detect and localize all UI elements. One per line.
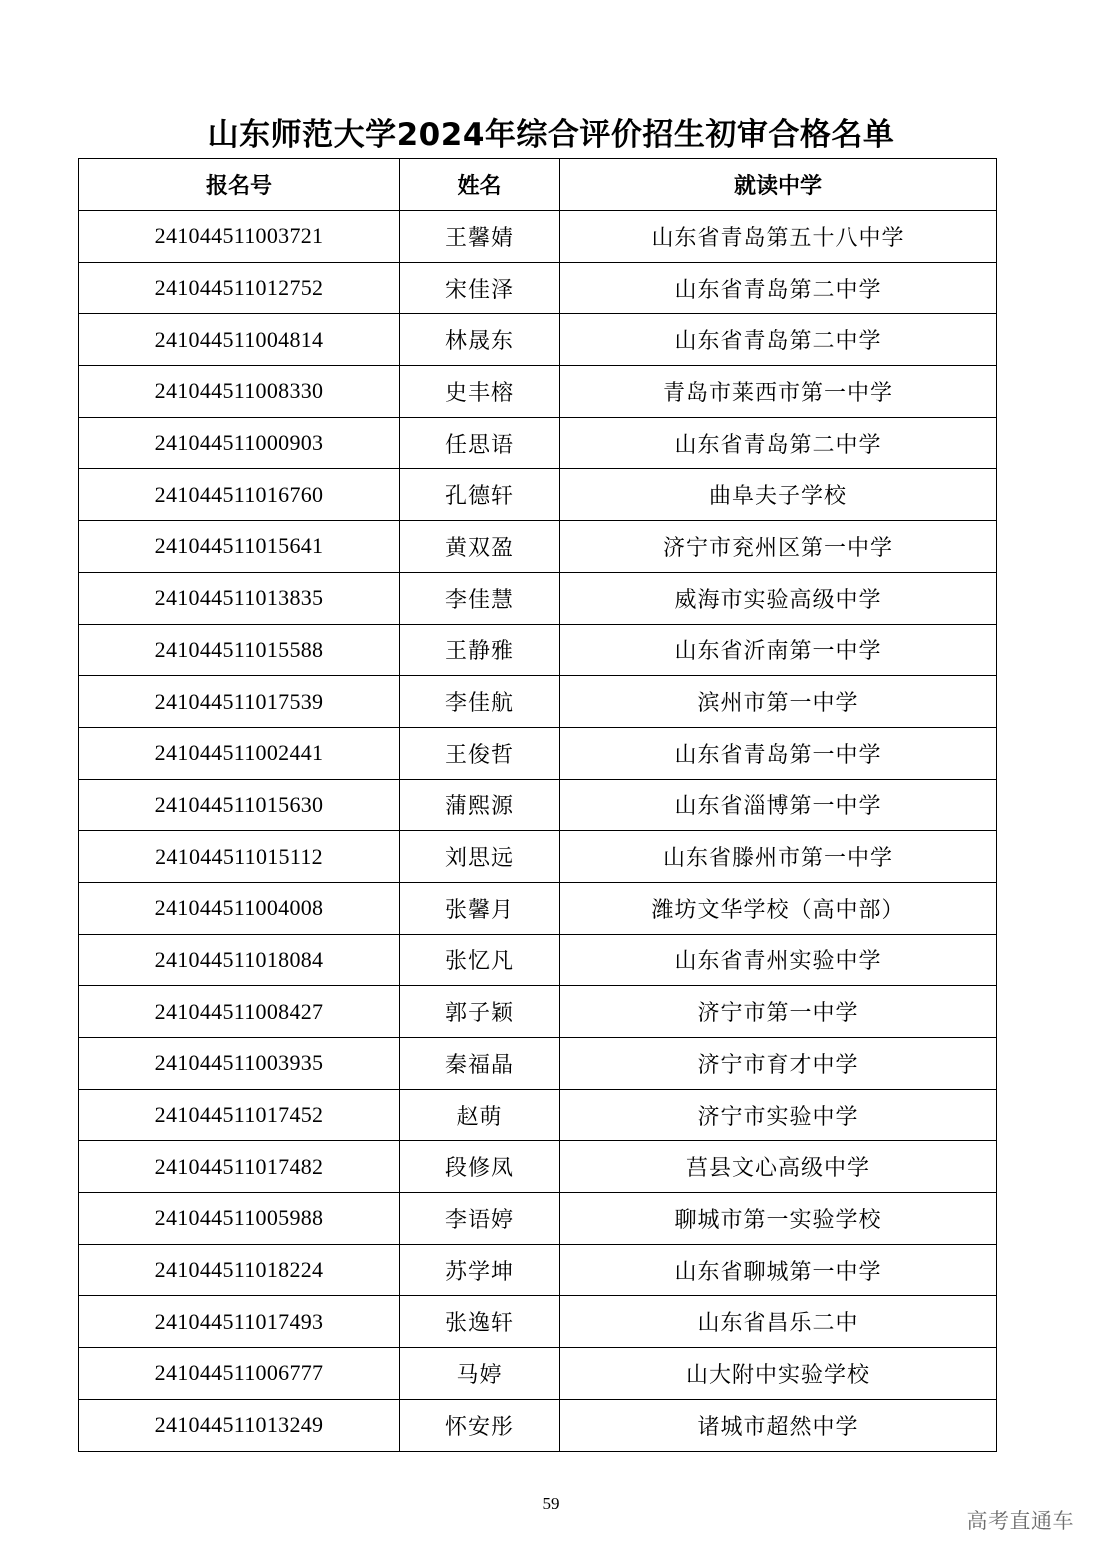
- page-number: 59: [542, 1494, 560, 1513]
- registration-number-cell: 241044511003721: [79, 211, 400, 263]
- school-cell: 山东省淄博第一中学: [560, 779, 997, 831]
- student-name-cell: 张忆凡: [400, 934, 560, 986]
- student-name-cell: 王馨婧: [400, 211, 560, 263]
- registration-number-cell: 241044511008330: [79, 366, 400, 418]
- school-cell: 山东省滕州市第一中学: [560, 831, 997, 883]
- table-row: [79, 521, 997, 573]
- registration-number-cell: 241044511015588: [79, 624, 400, 676]
- registration-number-cell: 241044511005988: [79, 1193, 400, 1245]
- table-row: [79, 469, 997, 521]
- table-header-row: [79, 159, 997, 211]
- student-name-cell: 李语婷: [400, 1193, 560, 1245]
- school-cell: 济宁市育才中学: [560, 1038, 997, 1090]
- student-name-cell: 张逸轩: [400, 1296, 560, 1348]
- student-name-cell: 刘思远: [400, 831, 560, 883]
- school-cell: 山大附中实验学校: [560, 1348, 997, 1400]
- table-row: [79, 1244, 997, 1296]
- table-row: [79, 262, 997, 314]
- school-cell: 威海市实验高级中学: [560, 572, 997, 624]
- school-cell: 济宁市兖州区第一中学: [560, 521, 997, 573]
- school-cell: 诸城市超然中学: [560, 1399, 997, 1451]
- registration-number-cell: 241044511015641: [79, 521, 400, 573]
- student-name-cell: 苏学坤: [400, 1244, 560, 1296]
- school-cell: 山东省青岛第二中学: [560, 417, 997, 469]
- school-cell: 山东省青岛第五十八中学: [560, 211, 997, 263]
- table-row: [79, 831, 997, 883]
- table-row: [79, 1348, 997, 1400]
- school-cell: 曲阜夫子学校: [560, 469, 997, 521]
- registration-number-cell: 241044511017452: [79, 1089, 400, 1141]
- student-name-cell: 王俊哲: [400, 727, 560, 779]
- table-row: [79, 1089, 997, 1141]
- table-row: [79, 1399, 997, 1451]
- table-row: [79, 934, 997, 986]
- school-cell: 山东省沂南第一中学: [560, 624, 997, 676]
- school-cell: 潍坊文华学校（高中部）: [560, 882, 997, 934]
- registration-number-cell: 241044511002441: [79, 727, 400, 779]
- student-name-cell: 怀安彤: [400, 1399, 560, 1451]
- student-name-cell: 李佳慧: [400, 572, 560, 624]
- registration-number-cell: 241044511017482: [79, 1141, 400, 1193]
- school-cell: 济宁市实验中学: [560, 1089, 997, 1141]
- watermark: 高考直通车: [966, 1509, 1074, 1533]
- student-name-cell: 郭子颖: [400, 986, 560, 1038]
- school-cell: 山东省青州实验中学: [560, 934, 997, 986]
- registration-number-cell: 241044511017539: [79, 676, 400, 728]
- table-row: [79, 779, 997, 831]
- table-body: [79, 211, 997, 1452]
- school-cell: 山东省青岛第二中学: [560, 262, 997, 314]
- table-row: [79, 676, 997, 728]
- table-row: [79, 986, 997, 1038]
- registration-number-cell: 241044511015112: [79, 831, 400, 883]
- student-name-cell: 马婷: [400, 1348, 560, 1400]
- registration-number-cell: 241044511013835: [79, 572, 400, 624]
- table-row: [79, 1193, 997, 1245]
- registration-number-cell: 241044511004008: [79, 882, 400, 934]
- table-row: [79, 211, 997, 263]
- school-cell: 聊城市第一实验学校: [560, 1193, 997, 1245]
- school-cell: 山东省青岛第一中学: [560, 727, 997, 779]
- student-name-cell: 孔德轩: [400, 469, 560, 521]
- registration-number-cell: 241044511015630: [79, 779, 400, 831]
- registration-number-cell: 241044511012752: [79, 262, 400, 314]
- registration-number-cell: 241044511018224: [79, 1244, 400, 1296]
- student-name-cell: 李佳航: [400, 676, 560, 728]
- student-name-cell: 林晟东: [400, 314, 560, 366]
- student-name-cell: 蒲熙源: [400, 779, 560, 831]
- table-row: [79, 1038, 997, 1090]
- student-name-cell: 赵萌: [400, 1089, 560, 1141]
- table-row: [79, 417, 997, 469]
- registration-number-cell: 241044511000903: [79, 417, 400, 469]
- registration-number-cell: 241044511013249: [79, 1399, 400, 1451]
- table-row: [79, 314, 997, 366]
- document-title: 山东师范大学2024年综合评价招生初审合格名单: [207, 117, 895, 153]
- registration-number-cell: 241044511004814: [79, 314, 400, 366]
- school-cell: 山东省聊城第一中学: [560, 1244, 997, 1296]
- header-name: 姓名: [400, 159, 560, 211]
- school-cell: 青岛市莱西市第一中学: [560, 366, 997, 418]
- registration-number-cell: 241044511016760: [79, 469, 400, 521]
- registration-number-cell: 241044511003935: [79, 1038, 400, 1090]
- student-name-cell: 秦福晶: [400, 1038, 560, 1090]
- table-row: [79, 624, 997, 676]
- student-name-cell: 黄双盈: [400, 521, 560, 573]
- table-row: [79, 882, 997, 934]
- table-row: [79, 1141, 997, 1193]
- student-name-cell: 任思语: [400, 417, 560, 469]
- registration-number-cell: 241044511008427: [79, 986, 400, 1038]
- student-name-cell: 张馨月: [400, 882, 560, 934]
- student-name-cell: 王静雅: [400, 624, 560, 676]
- header-school: 就读中学: [560, 159, 997, 211]
- table-row: [79, 572, 997, 624]
- school-cell: 莒县文心高级中学: [560, 1141, 997, 1193]
- student-name-cell: 段修凤: [400, 1141, 560, 1193]
- school-cell: 山东省青岛第二中学: [560, 314, 997, 366]
- school-cell: 滨州市第一中学: [560, 676, 997, 728]
- student-name-cell: 宋佳泽: [400, 262, 560, 314]
- school-cell: 山东省昌乐二中: [560, 1296, 997, 1348]
- admission-list-table: [78, 158, 997, 1452]
- header-registration-number: 报名号: [79, 159, 400, 211]
- registration-number-cell: 241044511017493: [79, 1296, 400, 1348]
- registration-number-cell: 241044511018084: [79, 934, 400, 986]
- table-row: [79, 1296, 997, 1348]
- table-row: [79, 366, 997, 418]
- table-row: [79, 727, 997, 779]
- student-name-cell: 史丰榕: [400, 366, 560, 418]
- registration-number-cell: 241044511006777: [79, 1348, 400, 1400]
- school-cell: 济宁市第一中学: [560, 986, 997, 1038]
